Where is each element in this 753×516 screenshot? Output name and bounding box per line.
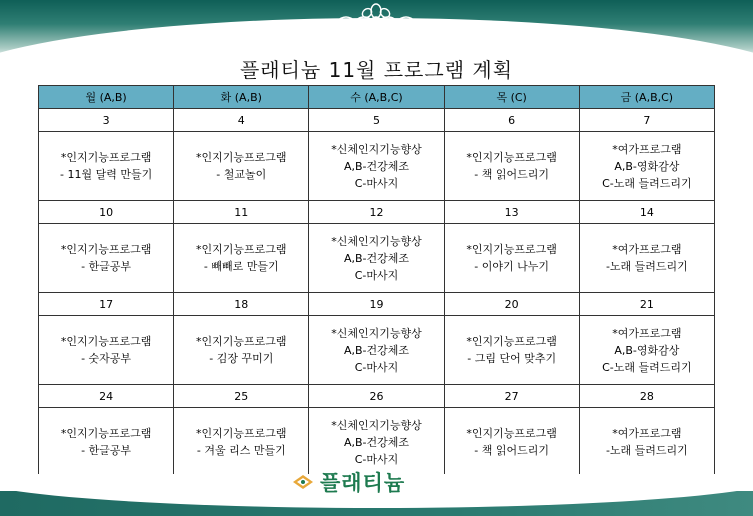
activity-line: *인지기능프로그램 bbox=[196, 335, 287, 348]
activity-cell bbox=[174, 316, 309, 385]
activity-line: *신체인지기능향상 bbox=[331, 326, 422, 340]
activity-cell bbox=[174, 224, 309, 293]
date-cell: 14 bbox=[579, 201, 714, 224]
activity-line: *신체인지기능향상 bbox=[331, 418, 422, 432]
activity-line: - 한글공부 bbox=[81, 260, 132, 273]
date-cell: 17 bbox=[39, 293, 174, 316]
activity-line: A,B-영화감상 bbox=[614, 159, 680, 173]
date-cell: 24 bbox=[39, 385, 174, 408]
activity-line: *인지기능프로그램 bbox=[60, 335, 152, 348]
header-row bbox=[39, 86, 715, 109]
col-header-mon: 월 (A,B) bbox=[39, 86, 174, 109]
date-cell: 26 bbox=[309, 385, 444, 408]
activity-cell bbox=[579, 224, 714, 293]
activity-row bbox=[39, 132, 715, 201]
activity-line: - 김장 꾸미기 bbox=[209, 352, 274, 365]
activity-line: - 책 읽어드리기 bbox=[474, 168, 550, 181]
activity-cell bbox=[444, 316, 579, 385]
activity-line: A,B-영화감상 bbox=[614, 343, 680, 357]
date-row bbox=[39, 385, 715, 408]
activity-line: *인지기능프로그램 bbox=[196, 151, 287, 164]
date-row bbox=[39, 201, 715, 224]
activity-line: - 철교놀이 bbox=[216, 168, 267, 181]
activity-cell bbox=[309, 132, 444, 201]
activity-cell bbox=[39, 408, 174, 477]
page-title: 플래티늄 11월 프로그램 계획 bbox=[239, 58, 514, 82]
activity-line: -노래 들려드리기 bbox=[605, 260, 688, 273]
activity-cell bbox=[309, 316, 444, 385]
activity-cell bbox=[174, 408, 309, 477]
col-header-wed: 수 (A,B,C) bbox=[309, 86, 444, 109]
activity-line: C-노래 들려드리기 bbox=[602, 360, 692, 374]
date-cell: 6 bbox=[444, 109, 579, 132]
logo-text: 플래티늄 bbox=[320, 471, 406, 495]
date-cell: 27 bbox=[444, 385, 579, 408]
activity-line: A,B-건강체조 bbox=[343, 159, 409, 173]
activity-line: - 겨울 리스 만들기 bbox=[196, 444, 286, 457]
date-cell: 18 bbox=[174, 293, 309, 316]
activity-cell bbox=[444, 132, 579, 201]
date-cell: 28 bbox=[579, 385, 714, 408]
activity-line: - 책 읽어드리기 bbox=[474, 444, 550, 457]
activity-line: C-마사지 bbox=[354, 176, 399, 190]
schedule-table bbox=[38, 85, 715, 477]
activity-line: *인지기능프로그램 bbox=[466, 151, 557, 164]
activity-line: C-마사지 bbox=[354, 452, 399, 466]
activity-row bbox=[39, 316, 715, 385]
activity-line: *인지기능프로그램 bbox=[60, 243, 152, 256]
activity-line: *신체인지기능향상 bbox=[331, 234, 422, 248]
date-cell: 11 bbox=[174, 201, 309, 224]
activity-line: *인지기능프로그램 bbox=[60, 427, 152, 440]
activity-line: - 한글공부 bbox=[81, 444, 132, 457]
date-cell: 21 bbox=[579, 293, 714, 316]
date-row bbox=[39, 109, 715, 132]
activity-line: -노래 들려드리기 bbox=[605, 444, 688, 457]
logo-diamond-icon bbox=[292, 474, 314, 490]
activity-line: *인지기능프로그램 bbox=[196, 427, 287, 440]
activity-cell bbox=[579, 408, 714, 477]
activity-line: *인지기능프로그램 bbox=[466, 243, 557, 256]
activity-line: *여가프로그램 bbox=[612, 427, 682, 440]
activity-line: C-마사지 bbox=[354, 360, 399, 374]
activity-line: C-노래 들려드리기 bbox=[602, 176, 692, 190]
activity-cell bbox=[174, 132, 309, 201]
col-header-fri: 금 (A,B,C) bbox=[579, 86, 714, 109]
flower-ornament-icon bbox=[331, 2, 421, 42]
date-cell: 3 bbox=[39, 109, 174, 132]
activity-cell bbox=[444, 408, 579, 477]
activity-line: *인지기능프로그램 bbox=[466, 427, 557, 440]
activity-cell bbox=[39, 224, 174, 293]
activity-line: *인지기능프로그램 bbox=[466, 335, 557, 348]
activity-line: - 그림 단어 맞추기 bbox=[467, 352, 557, 365]
activity-row bbox=[39, 224, 715, 293]
date-cell: 4 bbox=[174, 109, 309, 132]
date-cell: 12 bbox=[309, 201, 444, 224]
activity-line: - 11월 달력 만들기 bbox=[59, 168, 153, 181]
activity-line: *인지기능프로그램 bbox=[196, 243, 287, 256]
date-cell: 5 bbox=[309, 109, 444, 132]
date-cell: 20 bbox=[444, 293, 579, 316]
date-cell: 19 bbox=[309, 293, 444, 316]
activity-line: - 이야기 나누기 bbox=[474, 260, 550, 273]
col-header-thu: 목 (C) bbox=[444, 86, 579, 109]
activity-line: *여가프로그램 bbox=[612, 243, 682, 256]
activity-cell bbox=[579, 132, 714, 201]
activity-cell bbox=[39, 316, 174, 385]
date-cell: 25 bbox=[174, 385, 309, 408]
activity-line: - 빼빼로 만들기 bbox=[203, 260, 279, 273]
activity-cell bbox=[309, 224, 444, 293]
activity-line: *여가프로그램 bbox=[612, 142, 682, 156]
date-cell: 13 bbox=[444, 201, 579, 224]
activity-line: A,B-건강체조 bbox=[343, 251, 409, 265]
activity-line: *여가프로그램 bbox=[612, 326, 682, 340]
schedule-body bbox=[39, 109, 715, 477]
activity-line: - 숫자공부 bbox=[81, 352, 132, 365]
activity-cell bbox=[444, 224, 579, 293]
activity-cell bbox=[39, 132, 174, 201]
activity-line: *인지기능프로그램 bbox=[60, 151, 152, 164]
col-header-tue: 화 (A,B) bbox=[174, 86, 309, 109]
footer-logo bbox=[292, 470, 405, 494]
date-row bbox=[39, 293, 715, 316]
activity-cell bbox=[579, 316, 714, 385]
activity-line: A,B-건강체조 bbox=[343, 343, 409, 357]
activity-line: C-마사지 bbox=[354, 268, 399, 282]
activity-line: A,B-건강체조 bbox=[343, 435, 409, 449]
date-cell: 10 bbox=[39, 201, 174, 224]
activity-line: *신체인지기능향상 bbox=[331, 142, 422, 156]
date-cell: 7 bbox=[579, 109, 714, 132]
